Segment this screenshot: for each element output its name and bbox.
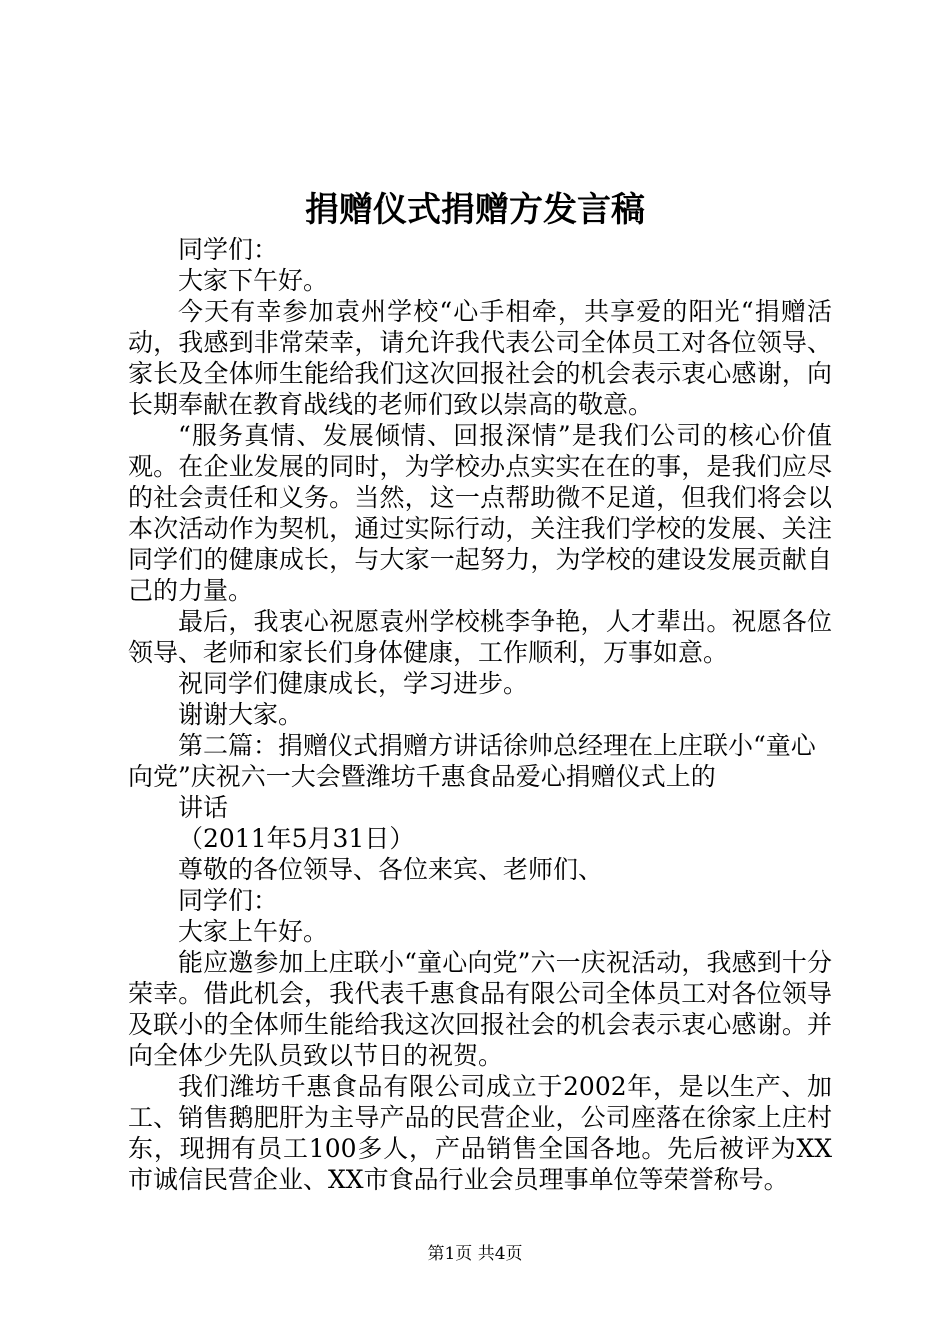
paragraph-invitation: 能应邀参加上庄联小“童心向党”六一庆祝活动，我感到十分荣幸。借此机会，我代表千惠食品有限公司全体员工对各位领导及联小的全体师生能给我这次回报社会的机会表示衷心感谢。并向全体少先队员致以节日的祝贺。 <box>128 948 832 1070</box>
paragraph-student-wishes: 祝同学们健康成长，学习进步。 <box>178 669 529 698</box>
paragraph-core-values: “服务真情、发展倾情、回报深情”是我们公司的核心价值观。在企业发展的同时，为学校办点实实在在的事，是我们应尽的社会责任和义务。当然，这一点帮助微不足道，但我们将会以本次活动作为契机，通过实际行动，关注我们学校的发展、关注同学们的健康成长，与大家一起努力，为学校的建设发展贡献自己的力量。 <box>128 421 832 605</box>
paragraph-students: 同学们： <box>178 886 279 915</box>
document-body <box>128 234 832 1195</box>
page-footer: 第1页 共4页 <box>427 1244 523 1264</box>
paragraph-wishes: 最后，我衷心祝愿袁州学校桃李争艳，人才辈出。祝愿各位领导、老师和家长们身体健康，工作顺利，万事如意。 <box>128 607 832 667</box>
paragraph-good-afternoon: 大家下午好。 <box>178 266 329 295</box>
paragraph-good-morning: 大家上午好。 <box>178 917 329 946</box>
paragraph-thanks: 谢谢大家。 <box>178 700 304 729</box>
paragraph-intro: 今天有幸参加袁州学校“心手相牵，共享爱的阳光“捐赠活动，我感到非常荣幸，请允许我代表公司全体员工对各位领导、家长及全体师生能给我们这次回报社会的机会表示衷心感谢，向长期奉献在教育战线的老师们致以崇高的敬意。 <box>128 297 832 419</box>
paragraph-date: （2011年5月31日） <box>178 824 415 853</box>
paragraph-salutation: 尊敬的各位领导、各位来宾、老师们、 <box>178 855 604 884</box>
paragraph-greeting: 同学们： <box>178 235 279 264</box>
paragraph-second-article-heading: 第二篇：捐赠仪式捐赠方讲话徐帅总经理在上庄联小“童心向党”庆祝六一大会暨潍坊千惠食品爱心捐赠仪式上的 <box>128 731 816 791</box>
document-title: 捐赠仪式捐赠方发言稿 <box>305 190 645 230</box>
paragraph-speech: 讲话 <box>178 793 229 822</box>
paragraph-company-intro: 我们潍坊千惠食品有限公司成立于2002年，是以生产、加工、销售鹅肥肝为主导产品的民营企业，公司座落在徐家上庄村东，现拥有员工100多人，产品销售全国各地。先后被评为XX市诚信民营企业、XX市食品行业会员理事单位等荣誉称号。 <box>128 1072 832 1194</box>
